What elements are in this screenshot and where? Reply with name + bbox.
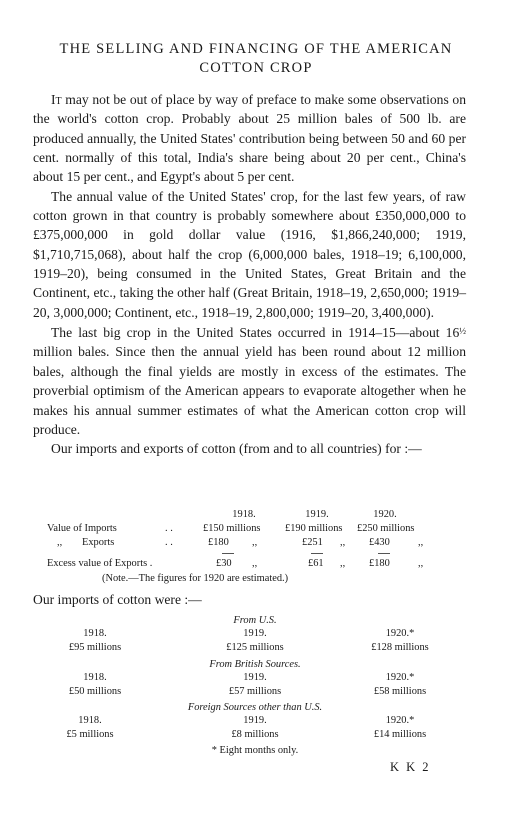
paragraph-3-text-b: million bales. Since then the annual yield has been round about 12 million bales, although the final yields are mostly in excess of the estimates. The proverbial optimism of the American appears to evaporate altogether when he makes his annual summer estimates of what the American cotton crop will produce. xyxy=(33,344,466,437)
exports-1919: £251 xyxy=(302,537,323,548)
fraction-half: ½ xyxy=(459,326,466,337)
title-line-1: THE SELLING AND FINANCING OF THE AMERICAN xyxy=(59,41,453,57)
us-value-1920: £128 millions xyxy=(371,642,429,653)
paragraph-3-text-a: The last big crop in the United States occurred in 1914–15—about 16 xyxy=(51,325,460,341)
british-value-1920: £58 millions xyxy=(373,686,427,697)
excess-1920-ditto: ,, xyxy=(418,558,424,569)
imports-1918: £150 millions xyxy=(203,523,261,534)
imports-1919: £190 millions xyxy=(285,523,343,534)
excess-1920: £180 xyxy=(369,558,390,569)
imports-1920: £250 millions xyxy=(357,523,415,534)
excess-1918: £30 xyxy=(216,558,232,569)
us-year-1919: 1919. xyxy=(243,628,267,639)
exports-1918: £180 xyxy=(208,537,229,548)
imports-dots: . . xyxy=(165,523,173,534)
exports-dots: . . xyxy=(165,537,173,548)
foreign-value-1920: £14 millions xyxy=(373,729,427,740)
foreign-value-1919: £8 millions xyxy=(231,729,279,740)
british-year-1920: 1920.* xyxy=(385,672,415,683)
us-value-1919: £125 millions xyxy=(226,642,284,653)
exports-label: Exports xyxy=(82,537,115,548)
paragraph-2: The annual value of the United States' crop, for the last few years, of raw cotton grown in that country is probably somewhere about £350,000,000 to £375,000,000 in gold dollar value (1916, $1,866,240,000; 1919, $1,710,715,068), about half the crop (6,000,000 bales, 1918–19; 6,100,000, 1919–20), being consumed in the United States, Great Britain and the Continent, etc., taking the other half (Great Britain, 1918–19, 2,650,000; 1919–20, 3,000,000; Continent, etc., 1918–19, 2,800,000; 1919–20, 3,400,000). xyxy=(33,188,466,320)
excess-label: Excess value of Exports . xyxy=(47,558,153,569)
title-line-2: COTTON CROP xyxy=(199,60,313,76)
us-year-1918: 1918. xyxy=(83,628,107,639)
excess-1919-ditto: ,, xyxy=(340,558,346,569)
footnote: * Eight months only. xyxy=(211,745,299,756)
foreign-year-1919: 1919. xyxy=(243,715,267,726)
excess-1918-ditto: ,, xyxy=(252,558,258,569)
british-value-1918: £50 millions xyxy=(68,686,122,697)
exports-1920: £430 xyxy=(369,537,390,548)
imports-label: Value of Imports xyxy=(47,523,117,534)
excess-1919: £61 xyxy=(308,558,324,569)
us-year-1920: 1920.* xyxy=(385,628,415,639)
british-year-1918: 1918. xyxy=(83,672,107,683)
exports-1919-ditto: ,, xyxy=(340,537,346,548)
imports-intro: Our imports of cotton were :— xyxy=(33,592,202,607)
british-value-1919: £57 millions xyxy=(228,686,282,697)
exports-1918-ditto: ,, xyxy=(252,537,258,548)
foreign-year-1920: 1920.* xyxy=(385,715,415,726)
foreign-year-1918: 1918. xyxy=(78,715,102,726)
trade-year-1919: 1919. xyxy=(305,509,329,520)
foreign-value-1918: £5 millions xyxy=(66,729,114,740)
signature-mark: K K 2 xyxy=(390,760,431,774)
section-heading-us: From U.S. xyxy=(233,615,277,626)
us-value-1918: £95 millions xyxy=(68,642,122,653)
estimate-note: (Note.—The figures for 1920 are estimated.) xyxy=(102,573,289,584)
drop-lead-word: It xyxy=(51,92,62,107)
trade-year-1920: 1920. xyxy=(373,509,397,520)
paragraph-4: Our imports and exports of cotton (from and to all countries) for :— xyxy=(51,441,422,457)
exports-1920-ditto: ,, xyxy=(418,537,424,548)
paragraph-1-text: may not be out of place by way of preface to make some observations on the world's cotton crop. Probably about 25 million bales of 500 lb. are produced annually, the United States' contribution being between 50 and 60 per cent. normally of this total, India's share being about 20 per cent., China's about 15 per cent., and Egypt's about 5 per cent. xyxy=(33,92,466,185)
section-heading-british: From British Sources. xyxy=(209,659,301,670)
section-heading-foreign: Foreign Sources other than U.S. xyxy=(187,702,323,713)
trade-year-1918: 1918. xyxy=(232,509,256,520)
british-year-1919: 1919. xyxy=(243,672,267,683)
exports-ditto-mark: ,, xyxy=(57,537,63,548)
